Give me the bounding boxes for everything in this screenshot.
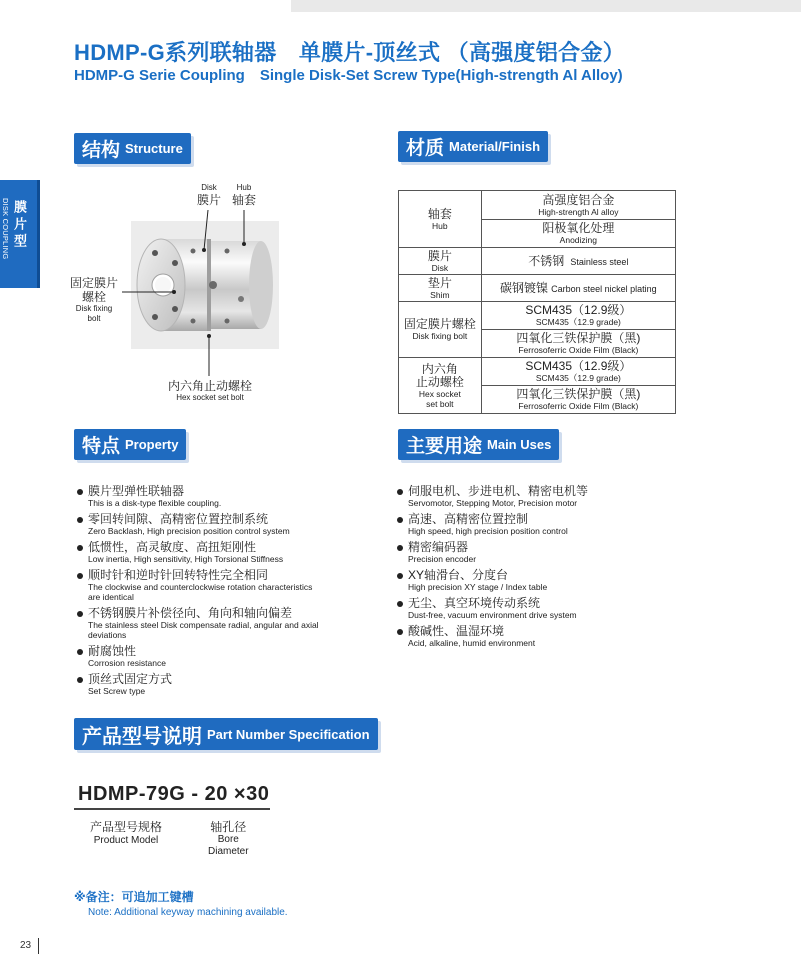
page-number: 23 <box>20 940 32 951</box>
note-en: Note: Additional keyway machining available. <box>88 907 288 918</box>
list-item: 伺服电机、步进电机、精密电机等 Servomotor, Stepping Motor, Precision motor <box>396 484 696 508</box>
page-number-divider <box>38 938 39 954</box>
page-subtitle: HDMP-G Serie Coupling Single Disk-Set Screw Type(High-strength Al Alloy) <box>74 67 623 84</box>
material-cell: SCM435（12.9级） SCM435（12.9 grade) <box>481 302 675 330</box>
list-item: 膜片型弹性联轴器 This is a disk-type flexible coupling. <box>76 484 376 508</box>
hub-label: Hub 轴套 <box>232 183 257 207</box>
list-item: XY轴滑台、分度台 High precision XY stage / Index table <box>396 568 696 592</box>
material-row-fixing-bolt: 固定膜片螺栓 Disk fixing bolt <box>399 302 482 358</box>
product-model-label: 产品型号规格 Product Model <box>90 820 163 846</box>
top-decor-bar <box>291 0 801 12</box>
list-item: 低惯性，高灵敏度、高扭矩刚性 Low inertia, High sensitivity, High Torsional Stiffness <box>76 540 376 564</box>
property-heading: 特点 Property <box>74 429 186 460</box>
side-tab-cn: 膜片型 <box>12 200 27 251</box>
material-row-shim: 垫片 Shim <box>399 275 482 302</box>
disk-label: Disk 膜片 <box>197 183 222 207</box>
main-uses-heading: 主要用途 Main Uses <box>398 429 559 460</box>
bore-diameter-label: 轴孔径 Bore Diameter <box>208 820 249 857</box>
list-item: 零回转间隙、高精密位置控制系统 Zero Backlash, High precision position control system <box>76 512 376 536</box>
part-number-code: HDMP-79G - 20 ×30 <box>78 783 270 805</box>
list-item: 精密编码器 Precision encoder <box>396 540 696 564</box>
part-number-underline <box>74 808 270 810</box>
list-item: 耐腐蚀性 Corrosion resistance <box>76 644 376 668</box>
list-item: 无尘、真空环境传动系统 Dust-free, vacuum environment drive system <box>396 596 696 620</box>
note-cn: ※备注：可追加工键槽 <box>74 890 194 904</box>
coupling-illustration <box>131 221 279 349</box>
material-row-hub: 轴套 Hub <box>399 191 482 248</box>
list-item: 酸碱性、温湿环境 Acid, alkaline, humid environment <box>396 624 696 648</box>
coupling-product-image <box>131 221 279 349</box>
material-cell: 四氧化三铁保护膜（黑) Ferrosoferric Oxide Film (Black) <box>481 386 675 414</box>
side-tab-en: DISK COUPLING <box>1 198 10 260</box>
page-title: HDMP-G系列联轴器 单膜片-顶丝式 （高强度铝合金） <box>74 40 626 65</box>
material-cell: 高强度铝合金 High-strength Al alloy <box>481 191 675 220</box>
side-category-tab[interactable] <box>0 180 40 288</box>
material-cell: 阳极氧化处理 Anodizing <box>481 220 675 248</box>
list-item: 不锈钢膜片补偿径向、角向和轴向偏差 The stainless steel Disk compensate radial, angular and axial deviations <box>76 606 376 640</box>
list-item: 顶丝式固定方式 Set Screw type <box>76 672 376 696</box>
structure-heading: 结构 Structure <box>74 133 191 164</box>
disk-fixing-bolt-label: 固定膜片 螺栓 Disk fixing bolt <box>69 276 118 323</box>
part-number-heading: 产品型号说明 Part Number Specification <box>74 718 378 750</box>
list-item: 顺时针和逆时针回转特性完全相同 The clockwise and counterclockwise rotation characteristics are identical <box>76 568 376 602</box>
material-cell: SCM435（12.9级） SCM435（12.9 grade) <box>481 358 675 386</box>
material-table <box>398 190 676 414</box>
material-row-disk: 膜片 Disk <box>399 248 482 275</box>
property-list <box>76 484 376 700</box>
hex-socket-bolt-label: 内六角止动螺栓 Hex socket set bolt <box>168 379 253 402</box>
material-cell: 不锈钢 Stainless steel <box>481 248 675 275</box>
material-cell: 四氧化三铁保护膜（黑) Ferrosoferric Oxide Film (Black) <box>481 330 675 358</box>
material-heading: 材质 Material/Finish <box>398 131 548 162</box>
main-uses-list <box>396 484 696 652</box>
list-item: 高速、高精密位置控制 High speed, high precision position control <box>396 512 696 536</box>
material-row-hex-bolt: 内六角 止动螺栓 Hex socket set bolt <box>399 358 482 414</box>
material-cell: 碳钢镀镍 Carbon steel nickel plating <box>481 275 675 302</box>
